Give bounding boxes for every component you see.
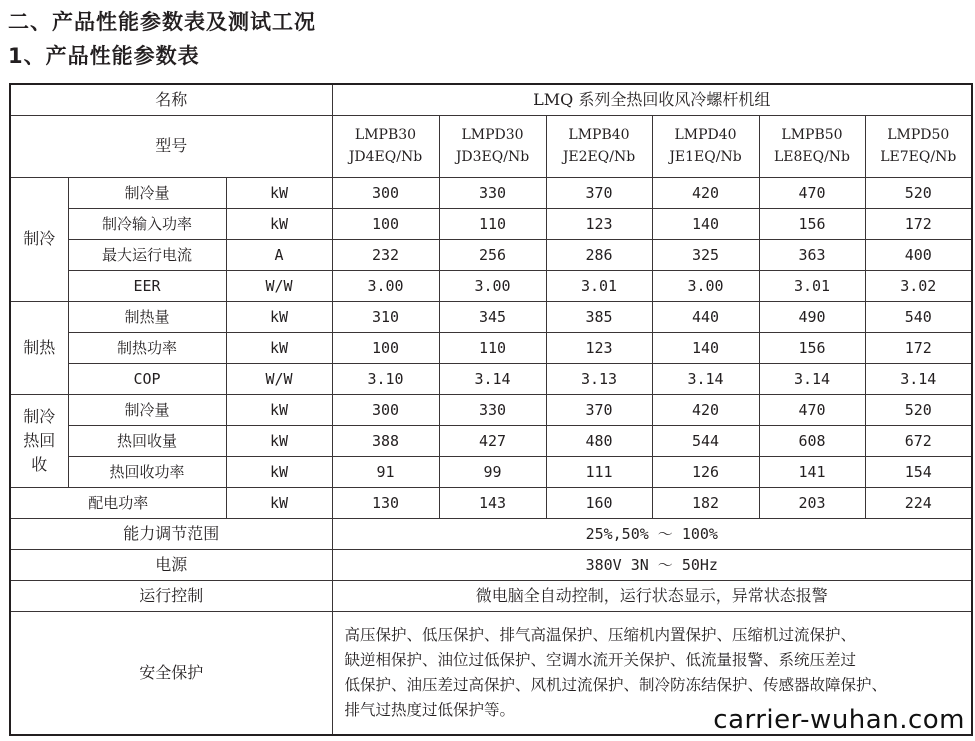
control-label: 运行控制 <box>10 580 332 611</box>
value-cell: 172 <box>865 332 972 363</box>
section-heading: 二、产品性能参数表及测试工况 <box>8 10 316 34</box>
safety-line: 缺逆相保护、油位过低保护、空调水流开关保护、低流量报警、系统压差过 <box>344 650 857 669</box>
capacity-value: 25%,50% ～ 100% <box>332 518 972 549</box>
param-label: 制热量 <box>68 301 226 332</box>
param-label: EER <box>68 270 226 301</box>
value-cell: 363 <box>759 239 865 270</box>
value-cell: 140 <box>652 332 759 363</box>
table-row <box>10 301 972 332</box>
value-cell: 123 <box>546 332 652 363</box>
value-cell: 370 <box>546 394 652 425</box>
group-label-heat-recovery <box>10 394 68 487</box>
param-label: 制冷量 <box>68 177 226 208</box>
value-cell: 330 <box>439 177 546 208</box>
model-cell <box>332 115 439 177</box>
control-value: 微电脑全自动控制，运行状态显示，异常状态报警 <box>332 580 972 611</box>
param-label: 热回收功率 <box>68 456 226 487</box>
model-cell <box>439 115 546 177</box>
unit-cell: kW <box>226 487 332 518</box>
value-cell: 310 <box>332 301 439 332</box>
value-cell: 141 <box>759 456 865 487</box>
param-label: 制冷量 <box>68 394 226 425</box>
group-label-line: 制冷 <box>23 406 56 426</box>
param-label: 制冷输入功率 <box>68 208 226 239</box>
value-cell: 203 <box>759 487 865 518</box>
model-line1: LMPB50 <box>781 126 843 143</box>
table-row <box>10 394 972 425</box>
model-line2: JD3EQ/Nb <box>455 149 530 165</box>
unit-cell: kW <box>226 177 332 208</box>
value-cell: 99 <box>439 456 546 487</box>
model-line1: LMPD50 <box>887 126 950 143</box>
value-cell: 130 <box>332 487 439 518</box>
model-line2: LE7EQ/Nb <box>880 149 957 165</box>
table-row <box>10 208 972 239</box>
value-cell: 3.14 <box>759 363 865 394</box>
model-cell <box>865 115 972 177</box>
value-cell: 91 <box>332 456 439 487</box>
unit-cell: kW <box>226 208 332 239</box>
model-line1: LMPB30 <box>354 126 417 143</box>
value-cell: 470 <box>759 394 865 425</box>
table-row-power-supply <box>10 549 972 580</box>
param-label: 配电功率 <box>10 487 226 518</box>
value-cell: 123 <box>546 208 652 239</box>
table-row-control <box>10 580 972 611</box>
value-cell: 126 <box>652 456 759 487</box>
group-label-line: 收 <box>31 454 48 474</box>
value-cell: 388 <box>332 425 439 456</box>
model-line1: LMPD40 <box>674 126 737 143</box>
table-row <box>10 425 972 456</box>
value-cell: 3.00 <box>652 270 759 301</box>
group-label-cooling: 制冷 <box>10 177 68 301</box>
value-cell: 480 <box>546 425 652 456</box>
safety-label: 安全保护 <box>10 611 332 735</box>
value-cell: 345 <box>439 301 546 332</box>
model-line2: JD4EQ/Nb <box>348 149 423 165</box>
unit-cell: kW <box>226 456 332 487</box>
unit-cell: W/W <box>226 363 332 394</box>
group-label-line: 热回 <box>23 430 56 450</box>
value-cell: 3.14 <box>652 363 759 394</box>
value-cell: 325 <box>652 239 759 270</box>
table-row-name <box>10 84 972 115</box>
subsection-heading: 1、产品性能参数表 <box>8 44 200 68</box>
value-cell: 608 <box>759 425 865 456</box>
table-row <box>10 456 972 487</box>
value-cell: 490 <box>759 301 865 332</box>
value-cell: 224 <box>865 487 972 518</box>
table-row <box>10 332 972 363</box>
model-label: 型号 <box>10 115 332 177</box>
value-cell: 300 <box>332 177 439 208</box>
table-row-capacity <box>10 518 972 549</box>
value-cell: 3.00 <box>332 270 439 301</box>
param-label: 最大运行电流 <box>68 239 226 270</box>
table-row <box>10 177 972 208</box>
table-row <box>10 270 972 301</box>
param-label: 热回收量 <box>68 425 226 456</box>
power-supply-value: 380V 3N ～ 50Hz <box>332 549 972 580</box>
value-cell: 544 <box>652 425 759 456</box>
unit-cell: kW <box>226 425 332 456</box>
safety-line: 低保护、油压差过高保护、风机过流保护、制冷防冻结保护、传感器故障保护、 <box>344 675 888 694</box>
model-cell <box>546 115 652 177</box>
value-cell: 110 <box>439 332 546 363</box>
model-line2: JE1EQ/Nb <box>669 149 742 165</box>
value-cell: 330 <box>439 394 546 425</box>
value-cell: 232 <box>332 239 439 270</box>
value-cell: 286 <box>546 239 652 270</box>
value-cell: 110 <box>439 208 546 239</box>
name-label: 名称 <box>10 84 332 115</box>
value-cell: 143 <box>439 487 546 518</box>
unit-cell: A <box>226 239 332 270</box>
safety-line: 高压保护、低压保护、排气高温保护、压缩机内置保护、压缩机过流保护、 <box>344 626 857 645</box>
param-label: COP <box>68 363 226 394</box>
value-cell: 427 <box>439 425 546 456</box>
unit-cell: kW <box>226 301 332 332</box>
value-cell: 3.14 <box>439 363 546 394</box>
model-cell <box>759 115 865 177</box>
value-cell: 420 <box>652 177 759 208</box>
watermark-text: carrier-wuhan.com <box>713 705 965 735</box>
value-cell: 156 <box>759 332 865 363</box>
unit-cell: W/W <box>226 270 332 301</box>
value-cell: 300 <box>332 394 439 425</box>
value-cell: 3.10 <box>332 363 439 394</box>
value-cell: 156 <box>759 208 865 239</box>
name-value: LMQ 系列全热回收风冷螺杆机组 <box>332 84 972 115</box>
value-cell: 470 <box>759 177 865 208</box>
value-cell: 182 <box>652 487 759 518</box>
value-cell: 3.01 <box>759 270 865 301</box>
value-cell: 370 <box>546 177 652 208</box>
value-cell: 256 <box>439 239 546 270</box>
value-cell: 520 <box>865 177 972 208</box>
model-line2: LE8EQ/Nb <box>773 149 851 165</box>
model-line1: LMPD30 <box>461 126 524 143</box>
value-cell: 3.13 <box>546 363 652 394</box>
unit-cell: kW <box>226 332 332 363</box>
value-cell: 140 <box>652 208 759 239</box>
value-cell: 540 <box>865 301 972 332</box>
value-cell: 100 <box>332 332 439 363</box>
table-row-power <box>10 487 972 518</box>
power-supply-label: 电源 <box>10 549 332 580</box>
capacity-label: 能力调节范围 <box>10 518 332 549</box>
value-cell: 3.02 <box>865 270 972 301</box>
table-row-model <box>10 115 972 177</box>
value-cell: 3.00 <box>439 270 546 301</box>
value-cell: 160 <box>546 487 652 518</box>
value-cell: 154 <box>865 456 972 487</box>
safety-line: 排气过热度过低保护等。 <box>344 700 516 719</box>
group-label-heating: 制热 <box>10 301 68 394</box>
model-line1: LMPB40 <box>568 126 630 143</box>
table-row <box>10 239 972 270</box>
value-cell: 520 <box>865 394 972 425</box>
value-cell: 400 <box>865 239 972 270</box>
value-cell: 172 <box>865 208 972 239</box>
value-cell: 111 <box>546 456 652 487</box>
param-label: 制热功率 <box>68 332 226 363</box>
unit-cell: kW <box>226 394 332 425</box>
value-cell: 3.14 <box>865 363 972 394</box>
value-cell: 672 <box>865 425 972 456</box>
table-row <box>10 363 972 394</box>
value-cell: 420 <box>652 394 759 425</box>
model-line2: JE2EQ/Nb <box>562 149 636 165</box>
value-cell: 3.01 <box>546 270 652 301</box>
model-cell <box>652 115 759 177</box>
value-cell: 440 <box>652 301 759 332</box>
value-cell: 385 <box>546 301 652 332</box>
performance-parameter-table <box>9 83 973 736</box>
value-cell: 100 <box>332 208 439 239</box>
